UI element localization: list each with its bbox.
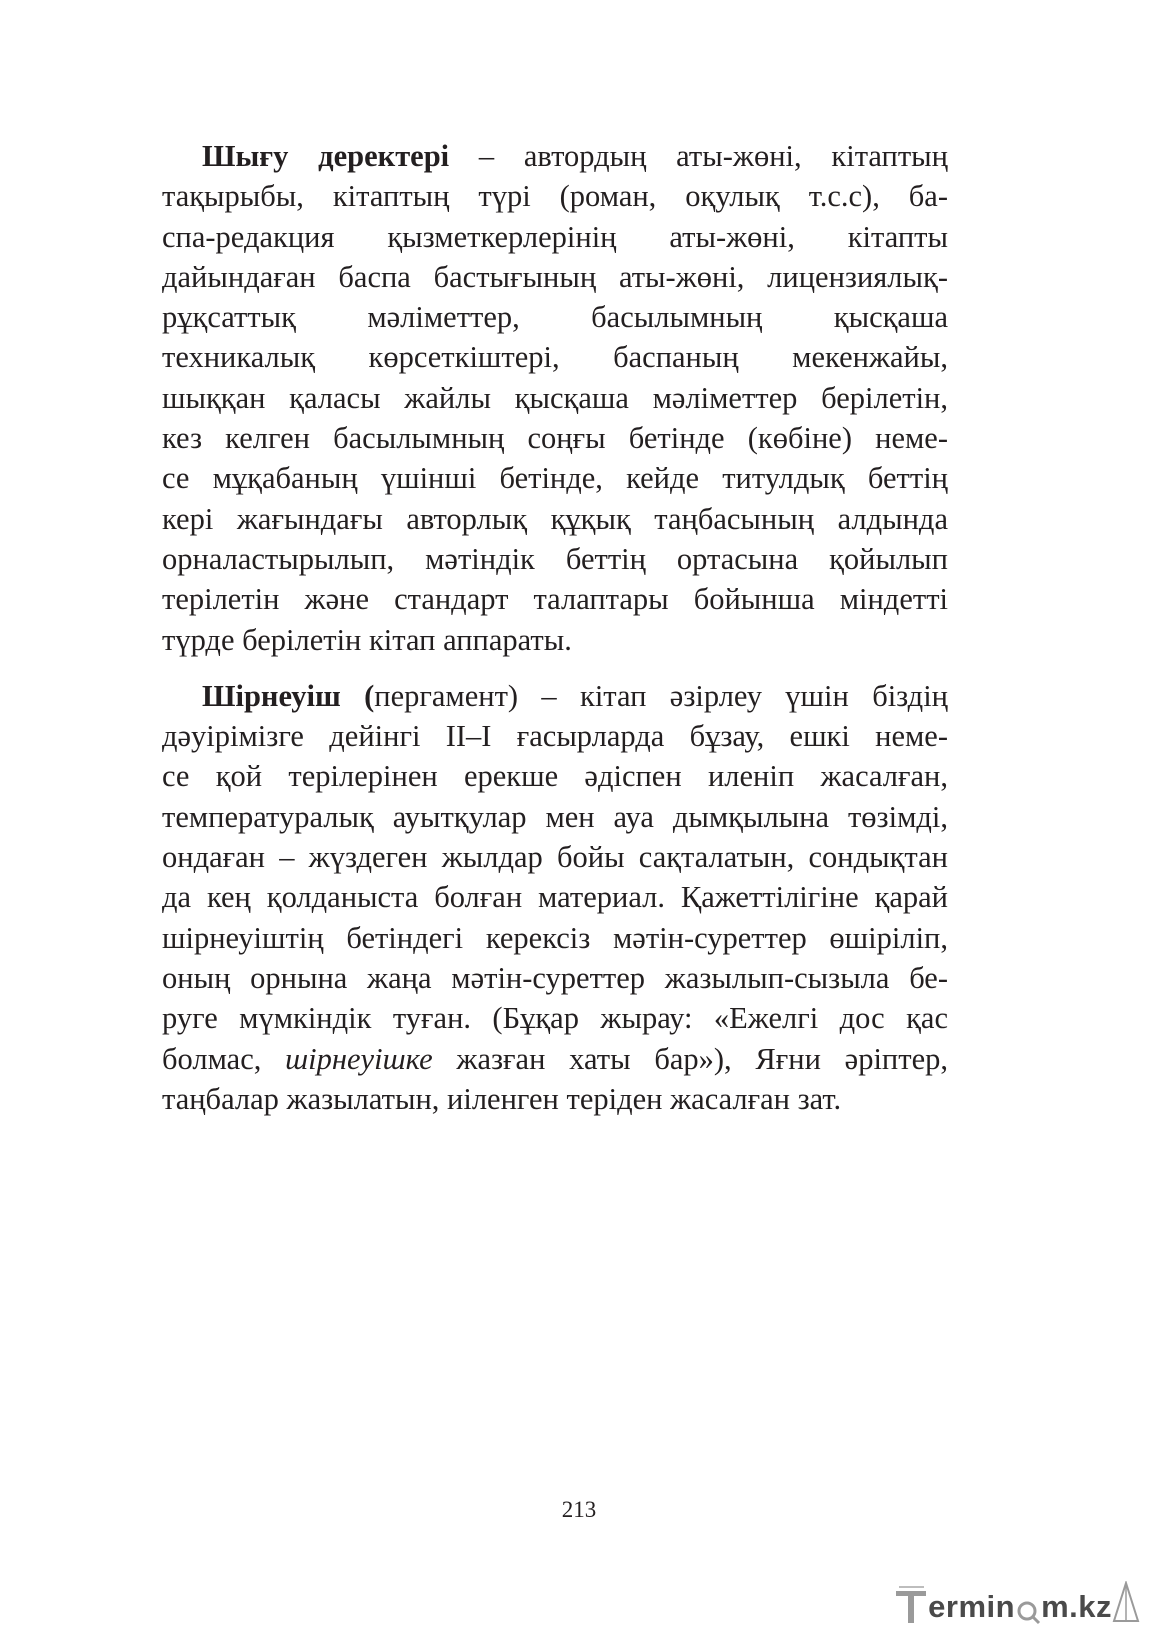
text-line: терілетін және стандарт талаптары бойынша міндетті [162, 582, 948, 617]
text-line: Шірнеуіш (пергамент) – кітап әзірлеу үшін біздің [202, 678, 948, 713]
text-line: се мұқабаның үшінші бетінде, кейде титулдық беттің [162, 461, 948, 496]
italic-term: шірнеуішке [285, 1041, 433, 1076]
text-line: шыққан қаласы жайлы қысқаша мәліметтер берілетін, [162, 380, 948, 415]
text-line: дәуірімізге дейінгі II–I ғасырларда бұзау, ешкі неме- [162, 719, 948, 754]
magnifier-icon [1015, 1591, 1041, 1625]
terminkom-watermark[interactable] [894, 1579, 1140, 1625]
text-line: орналастырылып, мәтіндік беттің ортасына қойылып [162, 541, 948, 576]
page-number: 213 [561, 1497, 597, 1522]
page-content [162, 136, 948, 1119]
text-line: техникалық көрсеткіштері, баспаның мекенжайы, [162, 340, 948, 375]
text-line: таңбалар жазылатын, иіленген теріден жасалған зат. [162, 1081, 842, 1116]
text-line: да кең қолданыста болған материал. Қажеттілігіне қарай [162, 880, 948, 915]
text-line: ондаған – жүздеген жылдар бойы сақталатын, сондықтан [162, 840, 948, 875]
text-line: болмас, шірнеуішке жазған хаты бар»), Яғни әріптер, [162, 1041, 948, 1076]
text-line: кері жағындағы авторлық құқық таңбасының алдында [162, 501, 948, 536]
term-heading: Шығу деректері [202, 139, 450, 173]
text-line: спа-редакция қызметкерлерінің аты-жөні, кітапты [162, 219, 948, 254]
text-line: түрде берілетін кітап аппараты. [162, 622, 572, 657]
text-line: кез келген басылымның соңғы бетінде (көбіне) неме- [162, 421, 948, 456]
sail-icon [1112, 1581, 1140, 1625]
term-heading: Шірнеуіш ( [202, 678, 375, 713]
text-line: шірнеуіштің бетіндегі керексіз мәтін-суреттер өшіріліп, [162, 920, 948, 955]
terminkom-logo-icon [894, 1585, 928, 1625]
text-line: рұқсаттық мәліметтер, басылымның қысқаша [162, 300, 948, 335]
text-line: температуралық ауытқулар мен ауа дымқылына төзімді, [162, 799, 948, 834]
text-line: оның орнына жаңа мәтін-суреттер жазылып-сызыла бе- [162, 960, 948, 995]
entry-shygu-derekteri [162, 136, 948, 660]
watermark-text-after: m.kz [1041, 1589, 1112, 1624]
text-line: руге мүмкіндік туған. (Бұқар жырау: «Ежелгі дос қас [162, 1001, 948, 1036]
text-line: тақырыбы, кітаптың түрі (роман, оқулық т.с.с), ба- [162, 179, 948, 214]
text-line: се қой терілерінен ерекше әдіспен иленіп жасалған, [162, 759, 948, 794]
text-line: дайындаған баспа бастығының аты-жөні, лицензиялық- [162, 259, 948, 294]
text-line: Шығу деректері – автордың аты-жөні, кітаптың [202, 139, 948, 173]
watermark-text-before: ermin [928, 1589, 1016, 1624]
entry-shirneuish [162, 676, 948, 1119]
